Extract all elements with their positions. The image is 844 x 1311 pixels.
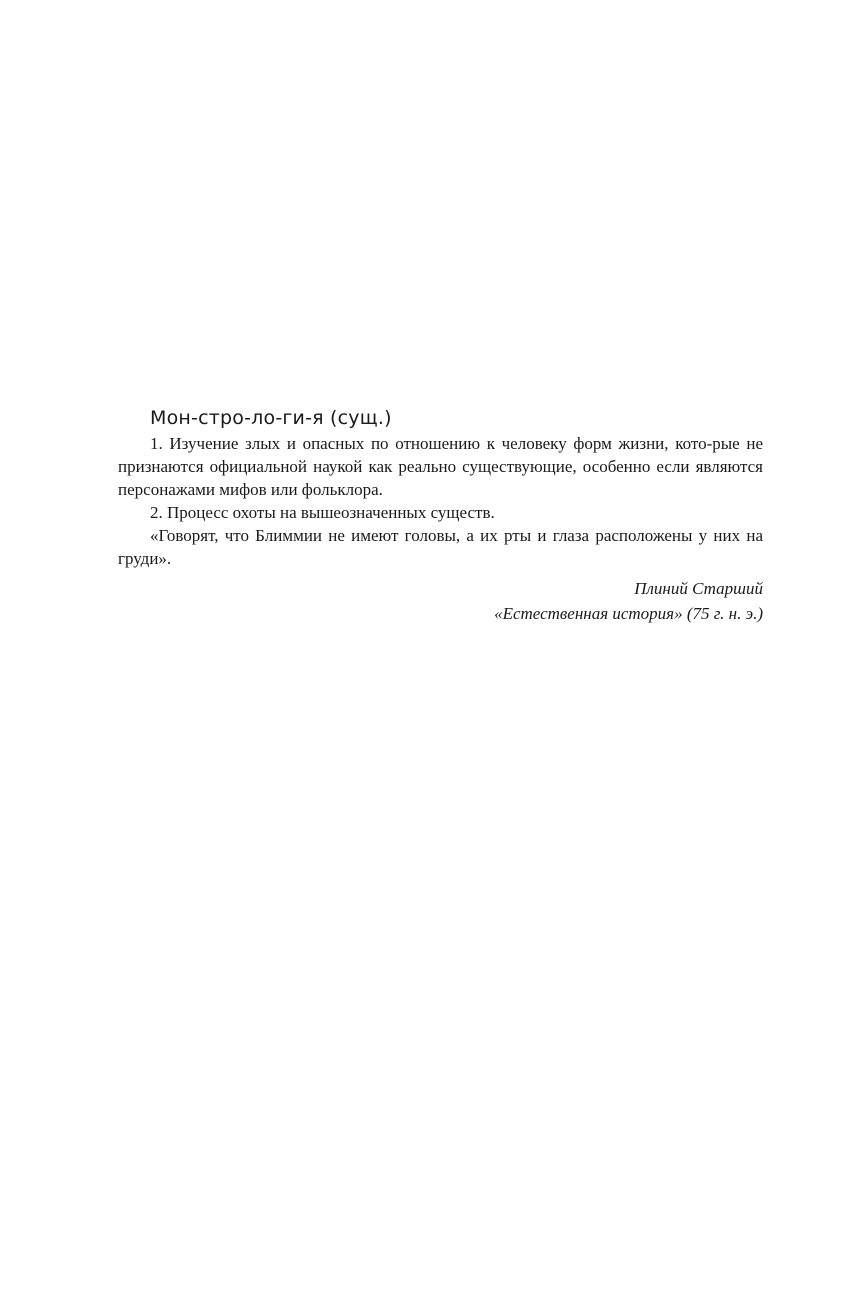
- definition-2: 2. Процесс охоты на вышеозначенных существ.: [150, 503, 495, 522]
- quote-author: Плиний Старший: [634, 579, 763, 598]
- quote-source: «Естественная история» (75 г. н. э.): [494, 604, 763, 623]
- quote-text: «Говорят, что Блиммии не имеют головы, а их рты и глаза расположены у них на груди».: [118, 526, 763, 568]
- attribution: [118, 576, 763, 626]
- definition-1: 1. Изучение злых и опасных по отношению к человеку форм жизни, кото-рые не признаются официальной наукой как реально существующие, особенно если являются персонажами мифов или фольклора.: [118, 434, 763, 499]
- epigraph-block: [118, 404, 763, 626]
- headword: Мон-стро-ло-ги-я (сущ.): [150, 407, 392, 429]
- quote-wrapper: [118, 524, 763, 570]
